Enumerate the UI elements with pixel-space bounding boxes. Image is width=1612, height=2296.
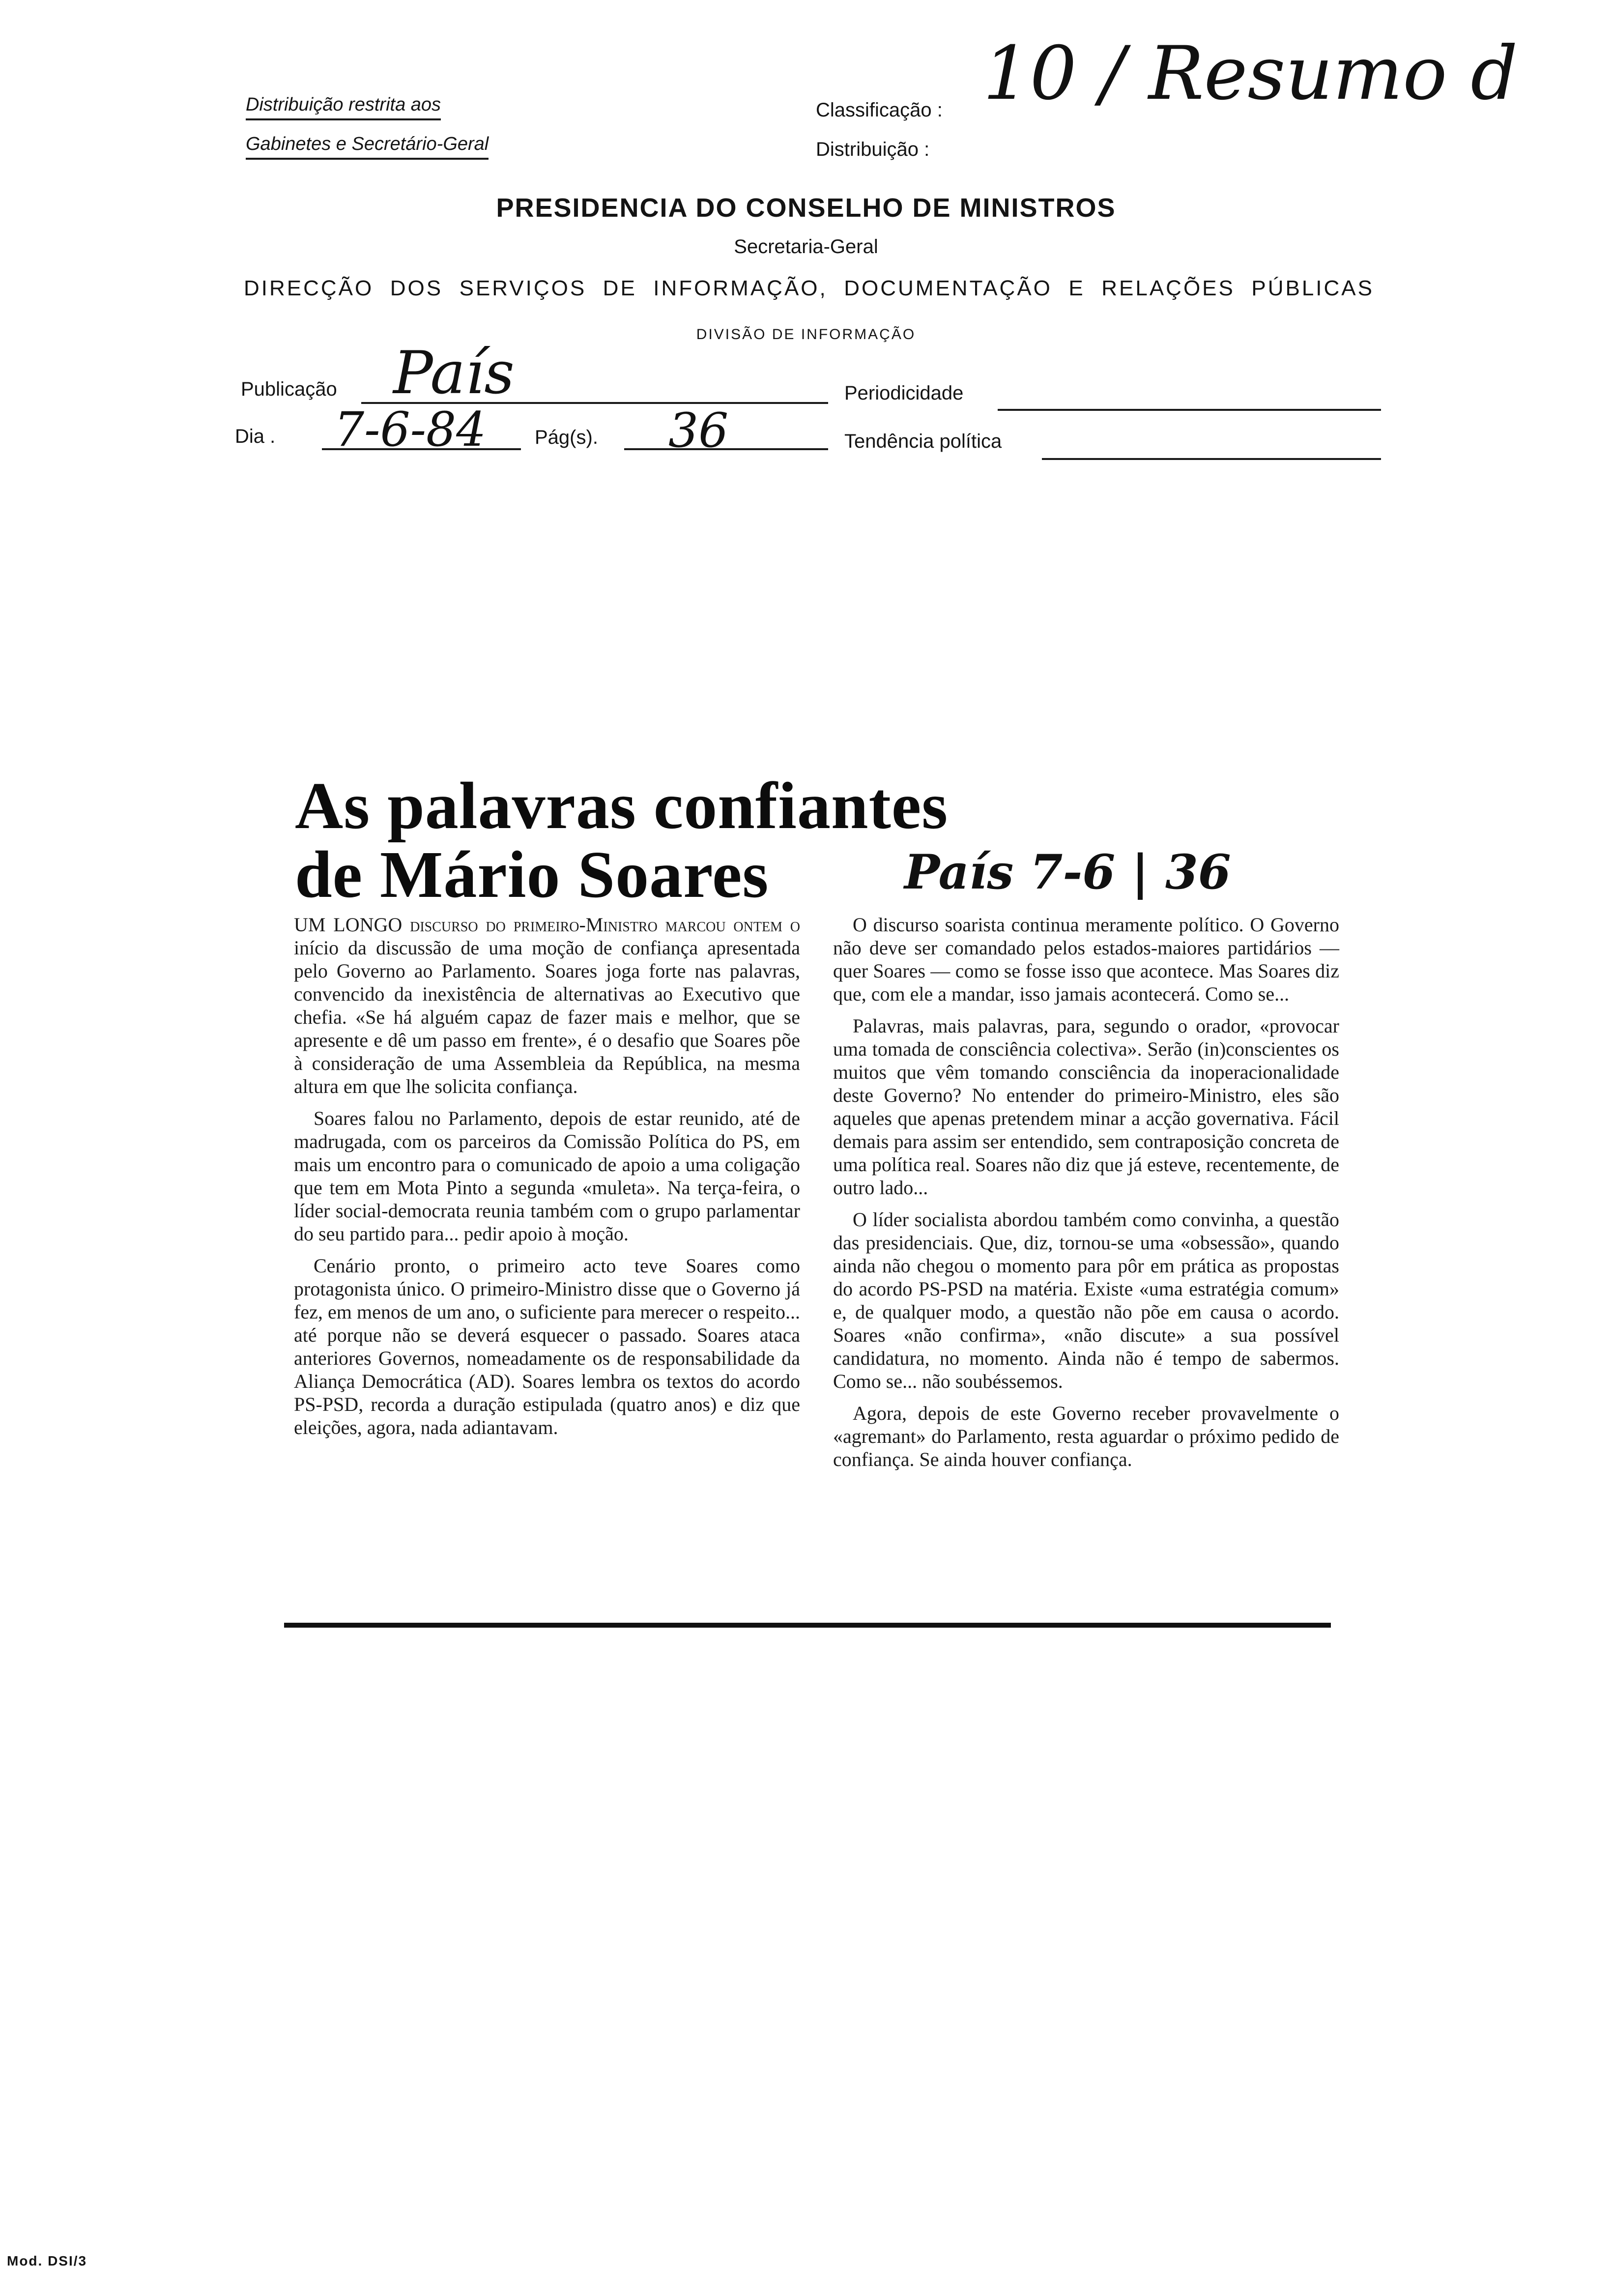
- political-tendency-line: [1042, 458, 1381, 460]
- article-right-column: [833, 913, 1339, 1480]
- pages-handwritten: 36: [668, 403, 729, 458]
- restriction-line-1: Distribuição restrita aos: [246, 94, 441, 120]
- clipping-handwritten-note: País 7-6 | 36: [904, 844, 1231, 900]
- article-left-column: [294, 913, 800, 1448]
- publication-handwritten: País: [393, 339, 515, 407]
- pages-label: Pág(s).: [535, 427, 598, 448]
- restriction-line-2: Gabinetes e Secretário-Geral: [246, 134, 489, 160]
- headline-line-2: de Mário Soares: [295, 838, 769, 912]
- article-paragraph: Palavras, mais palavras, para, segundo o orador, «provocar uma tomada de consciência colectiva». Serão (in)conscientes os muitos que vêm tomando consciência da inoperacionalidade deste Governo? No entender do primeiro-Ministro, eles são aqueles que apenas pretendem minar a acção governativa. Fácil demais para assim ser entendido, sem contraposição concreta de uma política real. Soares não diz que já esteve, recentemente, de outro lado...: [833, 1015, 1339, 1199]
- headline-line-1: As palavras confiantes: [295, 769, 949, 843]
- institution-title: PRESIDENCIA DO CONSELHO DE MINISTROS: [496, 193, 1116, 223]
- day-handwritten: 7-6-84: [334, 402, 487, 457]
- day-label: Dia .: [235, 426, 276, 447]
- classification-label: Classificação :: [816, 99, 943, 121]
- clipping-bottom-rule: [284, 1623, 1331, 1628]
- article-paragraph: O líder socialista abordou também como convinha, a questão das presidenciais. Que, diz, tornou-se uma «obsessão», quando ainda não chegou o momento para pôr em prática as propostas do acordo PS-PSD na matéria. Existe «uma estratégia comum» e, de qualquer modo, a questão não põe em causa o acordo. Soares «não confirma», «não discute» a sua possível candidatura, no momento. Ainda não é tempo de sabermos. Como se... não soubéssemos.: [833, 1208, 1339, 1392]
- secretariat-subtitle: Secretaria-Geral: [734, 236, 878, 258]
- classification-handwritten: 10 / Resumo d: [983, 31, 1518, 116]
- political-tendency-label: Tendência política: [844, 430, 1002, 452]
- directorate-line: DIRECÇÃO DOS SERVIÇOS DE INFORMAÇÃO, DOCUMENTAÇÃO E RELAÇÕES PÚBLICAS: [244, 276, 1374, 300]
- article-paragraph: O discurso soarista continua meramente político. O Governo não deve ser comandado pelos estados-maiores partidários — quer Soares — como se fosse isso que acontece. Mas Soares diz que, com ele a mandar, isso jamais acontecerá. Como se...: [833, 914, 1339, 1005]
- article-paragraph: UM LONGO discurso do primeiro-Ministro marcou ontem o início da discussão de uma moção de confiança apresentada pelo Governo ao Parlamento. Soares joga forte nas palavras, convencido da inexistência de alternativas ao Executivo que chefia. «Se há alguém capaz de fazer mais e melhor, que se apresente e dê um passo em frente», é o desafio que Soares põe à consideração de uma Assembleia da República, na mesma altura em que lhe solicita confiança.: [294, 914, 800, 1097]
- periodicity-line: [998, 409, 1381, 411]
- distribution-label: Distribuição :: [816, 139, 930, 160]
- form-code: Mod. DSI/3: [7, 2253, 87, 2268]
- periodicity-label: Periodicidade: [844, 382, 964, 404]
- division-label: DIVISÃO DE INFORMAÇÃO: [696, 326, 916, 343]
- article-paragraph: Cenário pronto, o primeiro acto teve Soares como protagonista único. O primeiro-Ministro disse que o Governo já fez, em menos de um ano, o suficiente para merecer o respeito... até porque não se deverá esquecer o passado. Soares ataca anteriores Governos, nomeadamente os de responsabilidade da Aliança Democrática (AD). Soares lembra os textos do acordo PS-PSD, recorda a duração estipulada (quatro anos) e diz que eleições, agora, nada adiantavam.: [294, 1255, 800, 1438]
- article-paragraph: Soares falou no Parlamento, depois de estar reunido, até de madrugada, com os parceiros da Comissão Política do PS, em mais um encontro para o comunicado de apoio a uma coligação que tem em Mota Pinto a segunda «muleta». Na terça-feira, o líder social-democrata reunia também com o grupo parlamentar do seu partido para... pedir apoio à moção.: [294, 1107, 800, 1245]
- publication-label: Publicação: [241, 378, 337, 400]
- article-paragraph: Agora, depois de este Governo receber provavelmente o «agremant» do Parlamento, resta aguardar o próximo pedido de confiança. Se ainda houver confiança.: [833, 1402, 1339, 1470]
